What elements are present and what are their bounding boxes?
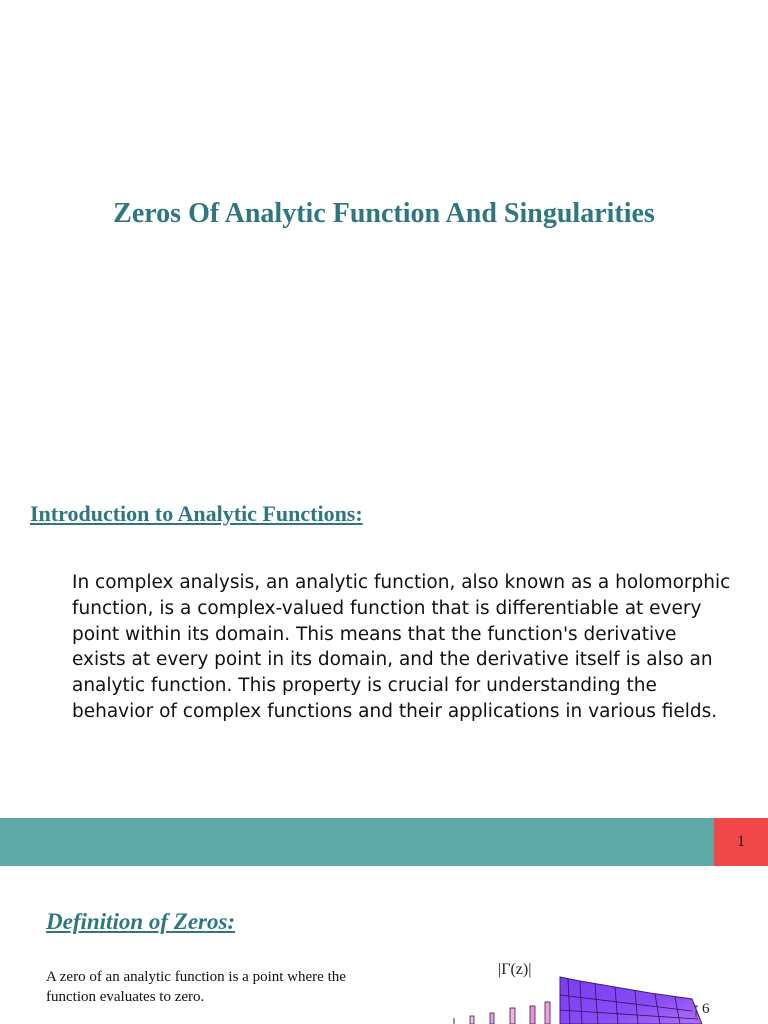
page-title: Zeros Of Analytic Function And Singularities [113, 198, 655, 229]
gamma-surface-figure [440, 955, 740, 1024]
page-number: 1 [714, 818, 768, 866]
definition-paragraph: A zero of an analytic function is a point where the function evaluates to zero. [46, 969, 346, 1005]
footer-bar [0, 818, 714, 866]
intro-paragraph: In complex analysis, an analytic function, also known as a holomorphic function, is a complex-valued function that is differentiable at every point within its domain. This means that the function's derivative exists at every point in its domain, and the derivative itself is also an analytic function. This property is crucial for understanding the behavior of complex functions and their applications in various fields. [72, 572, 731, 722]
figure-label: |Γ(z)| [498, 961, 532, 978]
axis-tick-label: 6 [702, 1001, 710, 1017]
definition-heading: Definition of Zeros: [46, 909, 236, 934]
intro-heading: Introduction to Analytic Functions: [30, 501, 363, 526]
gamma-surface-plot [440, 955, 740, 1024]
pole-spikes [454, 1002, 550, 1024]
